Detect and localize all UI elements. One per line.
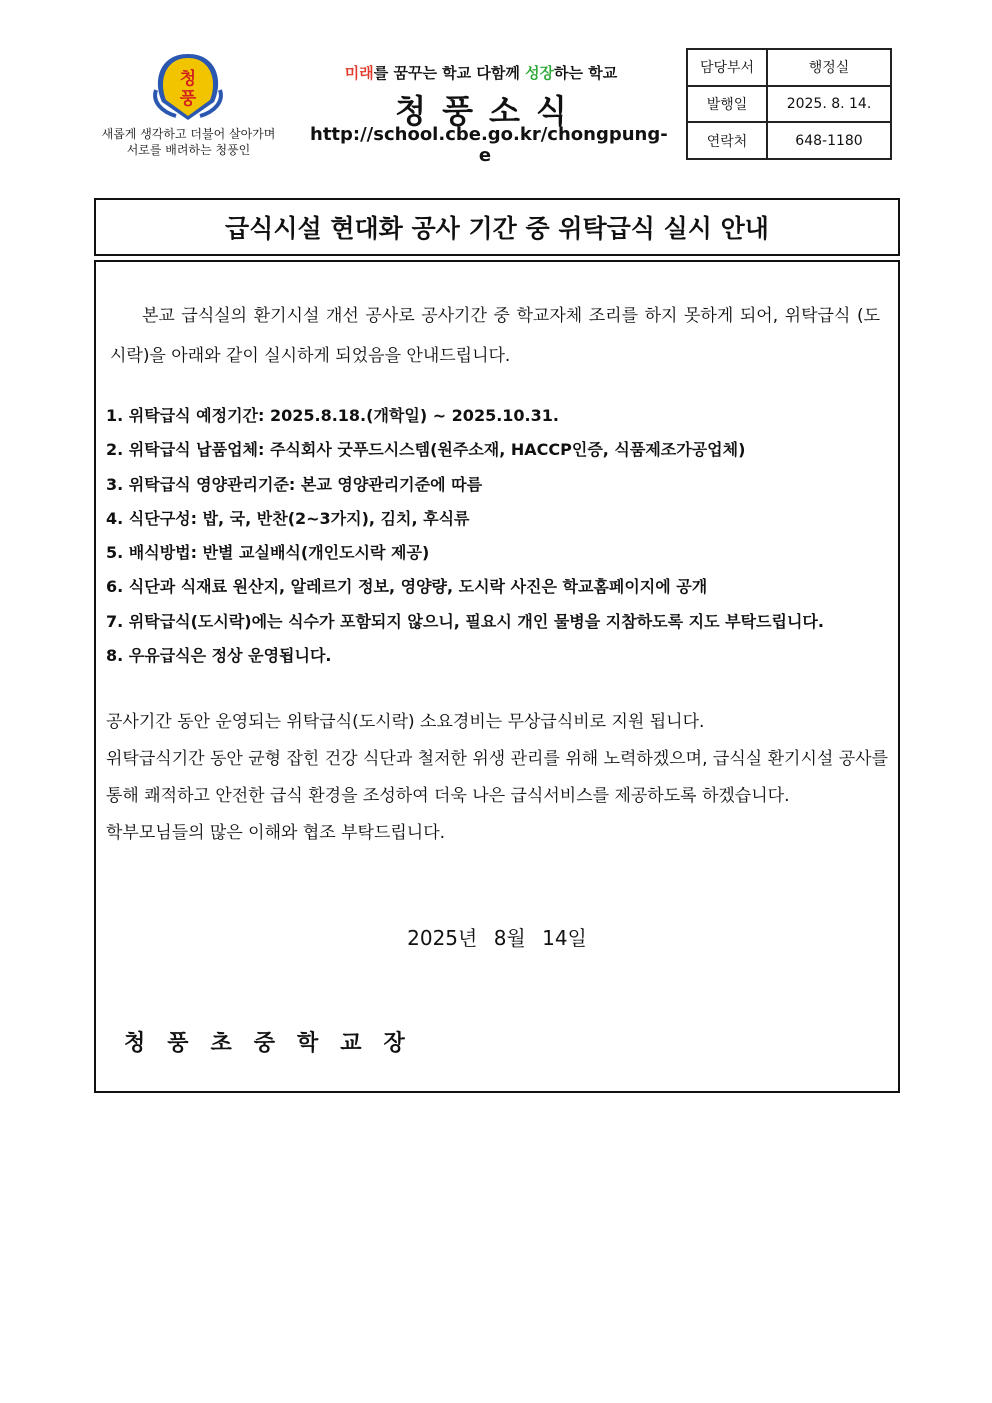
info-label-contact: 연락처 xyxy=(687,122,767,159)
newsletter-name: 청풍소식 xyxy=(395,92,583,130)
list-item: 7. 위탁급식(도시락)에는 식수가 포함되지 않으니, 필요시 개인 물병을 지참하도록 지도 부탁드립니다. xyxy=(106,611,824,631)
info-value-contact: 648-1180 xyxy=(767,122,891,159)
info-row xyxy=(687,86,891,123)
info-label-issue-date: 발행일 xyxy=(687,86,767,123)
closing-paragraph: 공사기간 동안 운영되는 위탁급식(도시락) 소요경비는 무상급식비로 지원 됩니다. xyxy=(106,712,705,732)
notice-title: 급식시설 현대화 공사 기간 중 위탁급식 실시 안내 xyxy=(225,214,769,243)
info-label-department: 담당부서 xyxy=(687,49,767,86)
school-url[interactable]: http://school.cbe.go.kr/chongpung-e xyxy=(310,124,668,166)
list-item: 1. 위탁급식 예정기간: 2025.8.18.(개학일) ~ 2025.10.31. xyxy=(106,406,559,425)
list-item: 4. 식단구성: 밥, 국, 반찬(2~3가지), 김치, 후식류 xyxy=(106,508,470,528)
details-list xyxy=(106,399,891,673)
list-item: 3. 위탁급식 영양관리기준: 본교 영양관리기준에 따름 xyxy=(106,474,483,494)
notice-body xyxy=(94,260,900,1093)
school-logo xyxy=(148,50,228,122)
notice-date: 2025년 8월 14일 xyxy=(407,926,587,950)
school-slogan xyxy=(316,62,646,83)
principal-signature: 청풍초중학교장 xyxy=(124,1031,427,1056)
closing-paragraph: 위탁급식기간 동안 균형 잡힌 건강 식단과 철저한 위생 관리를 위해 노력하겠으며, 급식실 환기시설 공사를 통해 쾌적하고 안전한 급식 환경을 조성하여 더욱 나은 급식서비스를 제공하도록 하겠습니다. xyxy=(106,749,888,806)
closing-paragraphs xyxy=(106,704,888,852)
notice-title-box xyxy=(94,198,900,256)
list-item: 2. 위탁급식 납품업체: 주식회사 굿푸드시스템(원주소재, HACCP인증, 식품제조가공업체) xyxy=(106,440,746,460)
info-value-department: 행정실 xyxy=(767,49,891,86)
info-value-issue-date: 2025. 8. 14. xyxy=(767,86,891,123)
closing-paragraph: 학부모님들의 많은 이해와 협조 부탁드립니다. xyxy=(106,823,446,843)
slogan-word-growth: 성장 xyxy=(525,64,555,82)
motto-line-2: 서로를 배려하는 청풍인 xyxy=(126,143,251,157)
school-motto xyxy=(96,126,281,158)
intro-paragraph: 본교 급식실의 환기시설 개선 공사로 공사기간 중 학교자체 조리를 하지 못하게 되어, 위탁급식 (도시락)을 아래와 같이 실시하게 되었음을 안내드립니다. xyxy=(110,306,880,366)
motto-line-1: 새롭게 생각하고 더불어 살아가며 xyxy=(101,127,276,141)
slogan-text-1: 를 꿈꾸는 학교 다함께 xyxy=(373,64,526,82)
info-row xyxy=(687,122,891,159)
logo-text-bottom: 풍 xyxy=(179,89,197,109)
slogan-text-2: 하는 학교 xyxy=(554,64,618,82)
list-item: 6. 식단과 식재료 원산지, 알레르기 정보, 영양량, 도시락 사진은 학교홈페이지에 공개 xyxy=(106,577,708,597)
list-item: 8. 우유급식은 정상 운영됩니다. xyxy=(106,646,332,666)
issue-info-table xyxy=(686,48,892,160)
logo-text-top: 청 xyxy=(179,69,197,89)
info-row xyxy=(687,49,891,86)
slogan-word-future: 미래 xyxy=(344,64,374,82)
list-item: 5. 배식방법: 반별 교실배식(개인도시락 제공) xyxy=(106,543,430,563)
